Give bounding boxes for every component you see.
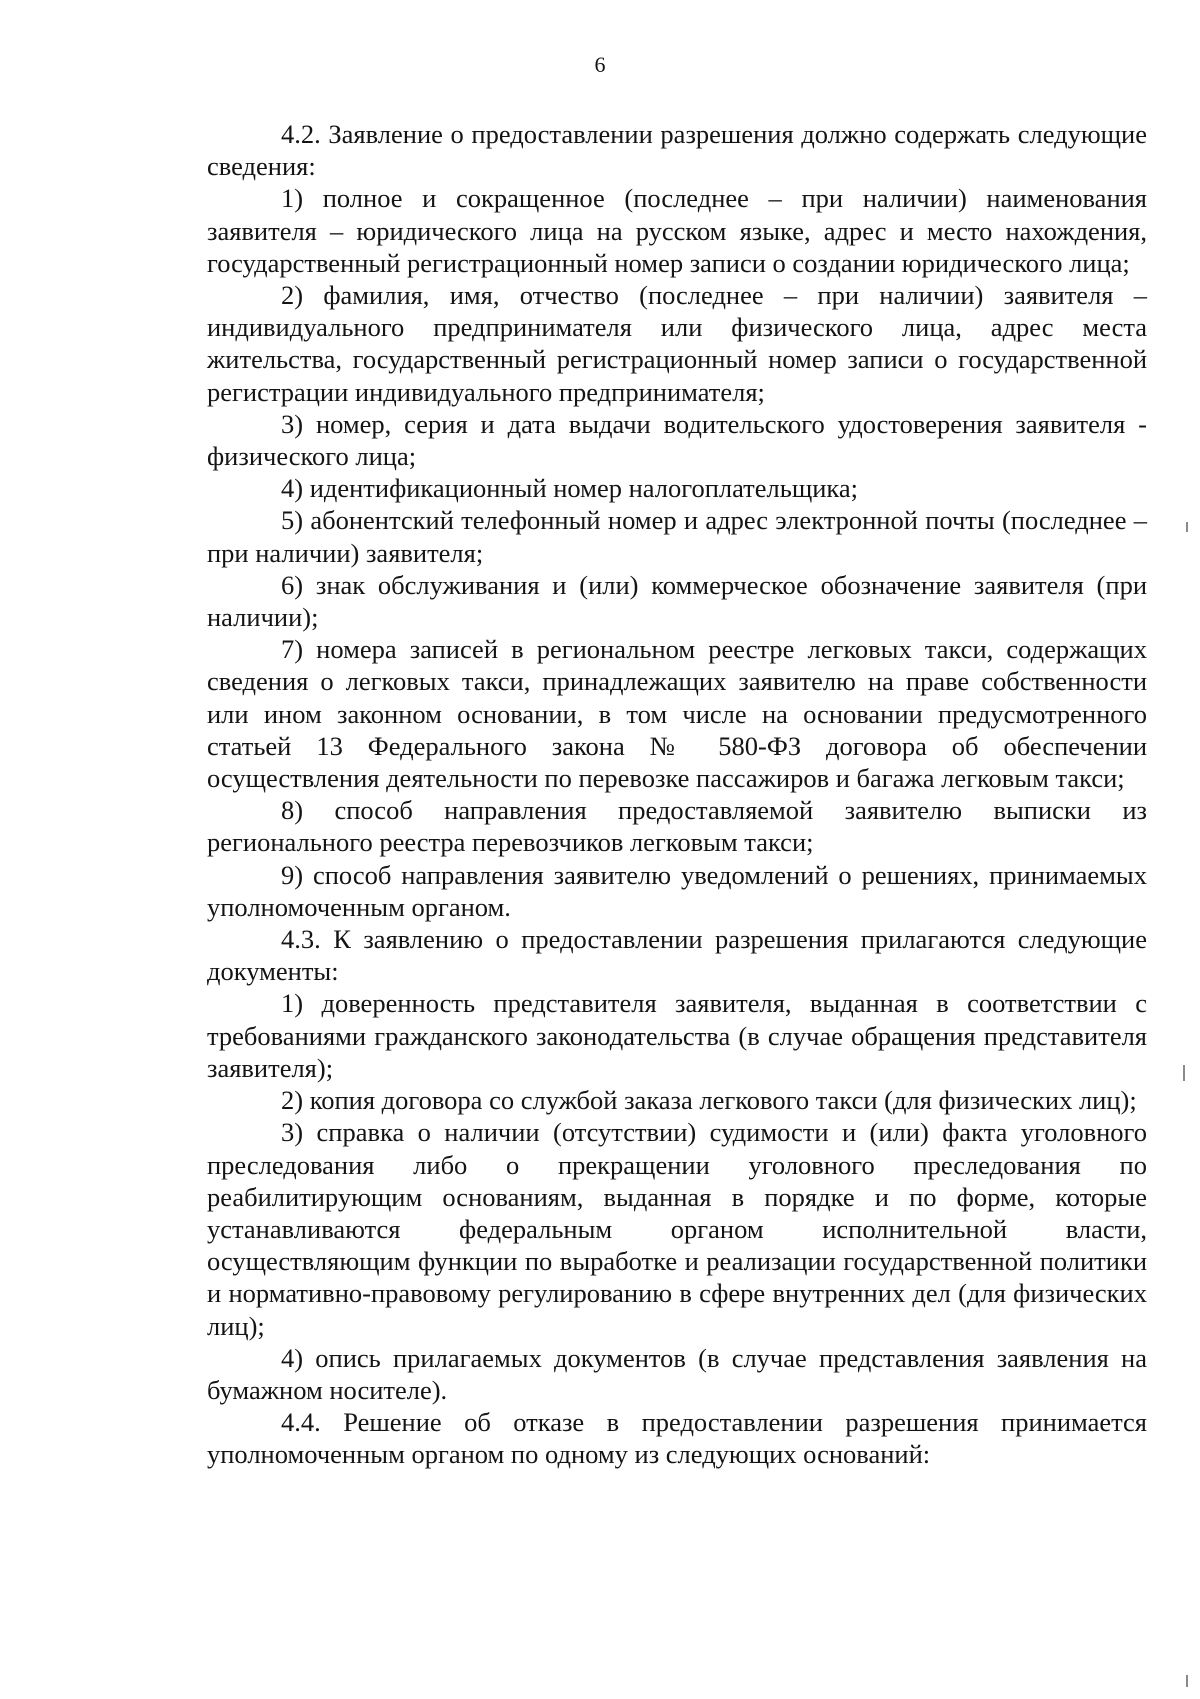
scan-artifact-mark [1186,1675,1188,1687]
paragraph-4-4: 4.4. Решение об отказе в предоставлении разрешения принимается уполномоченным органом по одному из следующих оснований: [207,1407,1147,1470]
list-item-4-2-6: 6) знак обслуживания и (или) коммерческое обозначение заявителя (при наличии); [207,569,1147,633]
page-number: 6 [594,52,606,77]
list-item-4-2-2: 2) фамилия, имя, отчество (последнее – при наличии) заявителя – индивидуального предпринимателя или физического лица, адрес места жительства, государственный регистрационный номер записи о государственной регистрации индивидуального предпринимателя; [207,280,1147,407]
paragraph-4-2: 4.2. Заявление о предоставлении разрешения должно содержать следующие сведения: [207,119,1147,182]
list-item-4-2-7: 7) номера записей в региональном реестре легковых такси, содержащих сведения о легковых такси, принадлежащих заявителю на праве собственности или ином законном основании, в том числе на основании предусмотренного статьей 13 Федерального закона № 580-ФЗ договора об обеспечении осуществления деятельности по перевозке пассажиров и багажа легковым такси; [207,634,1147,794]
list-item-4-3-2: 2) копия договора со службой заказа легкового такси (для физических лиц); [281,1085,1137,1116]
list-item-4-2-5: 5) абонентский телефонный номер и адрес электронной почты (последнее – при наличии) заявителя; [207,505,1147,568]
list-item-4-2-1: 1) полное и сокращенное (последнее – при наличии) наименования заявителя – юридического лица на русском языке, адрес и место нахождения, государственный регистрационный номер записи о создании юридического лица; [207,183,1147,278]
list-item-4-2-3: 3) номер, серия и дата выдачи водительского удостоверения заявителя - физического лица; [207,408,1147,472]
document-body [207,118,1147,1471]
scan-artifact-mark [1186,522,1188,532]
list-item-4-3-3: 3) справка о наличии (отсутствии) судимости и (или) факта уголовного преследования либо о прекращении уголовного преследования по реабилитирующим основаниям, выданная в порядке и по форме, которые устанавливаются федеральным органом исполнительной власти, осуществляющим функции по выработке и реализации государственной политики и нормативно-правовому регулированию в сфере внутренних дел (для физических лиц); [207,1117,1147,1341]
list-item-4-3-1: 1) доверенность представителя заявителя, выданная в соответствии с требованиями гражданского законодательства (в случае обращения представителя заявителя); [207,988,1147,1083]
list-item-4-3-4: 4) опись прилагаемых документов (в случае представления заявления на бумажном носителе). [207,1342,1147,1405]
scan-artifact-mark [1183,1065,1185,1081]
list-item-4-2-4: 4) идентификационный номер налогоплательщика; [281,473,859,504]
paragraph-4-3: 4.3. К заявлению о предоставлении разрешения прилагаются следующие документы: [207,924,1147,987]
list-item-4-2-9: 9) способ направления заявителю уведомлений о решениях, принимаемых уполномоченным органом. [207,859,1147,922]
list-item-4-2-8: 8) способ направления предоставляемой заявителю выписки из регионального реестра перевозчиков легковым такси; [207,795,1147,858]
